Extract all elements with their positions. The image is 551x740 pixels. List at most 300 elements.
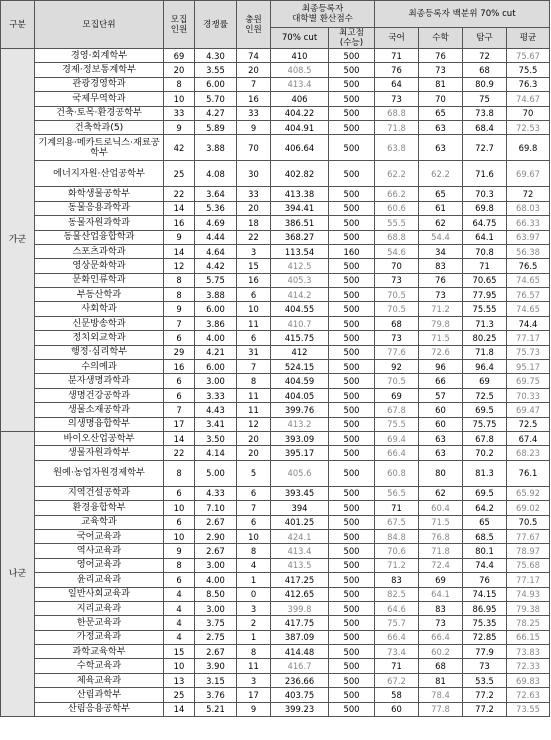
additional-cell: 9: [237, 702, 271, 716]
quota-cell: 16: [164, 216, 195, 230]
math-cell: 70: [419, 92, 463, 106]
cut70-cell: 406.64: [271, 135, 329, 161]
table-row: [1, 501, 550, 515]
dept-cell: 사회학과: [35, 302, 164, 316]
competition-cell: 4.14: [195, 446, 237, 460]
max-score-cell: 500: [329, 645, 375, 659]
quota-cell: 29: [164, 345, 195, 359]
math-cell: 73: [419, 63, 463, 77]
cut70-cell: 399.8: [271, 601, 329, 615]
quota-cell: 69: [164, 49, 195, 63]
max-score-cell: 500: [329, 544, 375, 558]
max-score-cell: 500: [329, 230, 375, 244]
quota-cell: 10: [164, 529, 195, 543]
dept-cell: 과학교육학부: [35, 645, 164, 659]
inquiry-cell: 64.1: [463, 230, 507, 244]
max-score-cell: 500: [329, 92, 375, 106]
quota-cell: 8: [164, 460, 195, 486]
table-row: [1, 316, 550, 330]
max-score-cell: 500: [329, 403, 375, 417]
korean-cell: 69: [375, 388, 419, 402]
quota-cell: 15: [164, 645, 195, 659]
korean-cell: 69.4: [375, 431, 419, 445]
dept-cell: 한문교육과: [35, 616, 164, 630]
average-cell: 69.67: [507, 161, 550, 187]
cut70-cell: 386.51: [271, 216, 329, 230]
cut70-cell: 395.17: [271, 446, 329, 460]
math-cell: 68: [419, 659, 463, 673]
average-cell: 69.47: [507, 403, 550, 417]
cut70-cell: 424.1: [271, 529, 329, 543]
table-row: [1, 417, 550, 431]
average-cell: 77.17: [507, 573, 550, 587]
cut70-cell: 416.7: [271, 659, 329, 673]
math-cell: 83: [419, 601, 463, 615]
korean-cell: 82.5: [375, 587, 419, 601]
average-cell: 74.93: [507, 587, 550, 601]
cut70-cell: 524.15: [271, 360, 329, 374]
dept-cell: 바이오산업공학부: [35, 431, 164, 445]
cut70-cell: 415.75: [271, 331, 329, 345]
table-row: [1, 688, 550, 702]
max-score-cell: 500: [329, 106, 375, 120]
average-cell: 63.97: [507, 230, 550, 244]
dept-cell: 기계의용·메카트로닉스·재료공학부: [35, 135, 164, 161]
header-korean: 국어: [375, 28, 419, 49]
dept-cell: 스포츠과학과: [35, 244, 164, 258]
cut70-cell: 404.55: [271, 302, 329, 316]
cut70-cell: 413.4: [271, 77, 329, 91]
max-score-cell: 500: [329, 558, 375, 572]
math-cell: 71.8: [419, 544, 463, 558]
additional-cell: 30: [237, 161, 271, 187]
average-cell: 76.5: [507, 259, 550, 273]
average-cell: 95.17: [507, 360, 550, 374]
math-cell: 63: [419, 446, 463, 460]
competition-cell: 4.21: [195, 345, 237, 359]
math-cell: 62: [419, 486, 463, 500]
math-cell: 96: [419, 360, 463, 374]
inquiry-cell: 76: [463, 573, 507, 587]
inquiry-cell: 77.2: [463, 702, 507, 716]
inquiry-cell: 81.3: [463, 460, 507, 486]
competition-cell: 3.88: [195, 135, 237, 161]
additional-cell: 5: [237, 460, 271, 486]
group-label: 나군: [1, 431, 35, 716]
korean-cell: 54.6: [375, 244, 419, 258]
math-cell: 71.5: [419, 515, 463, 529]
average-cell: 77.67: [507, 529, 550, 543]
competition-cell: 4.08: [195, 161, 237, 187]
average-cell: 69.75: [507, 374, 550, 388]
dept-cell: 동물응용과학과: [35, 201, 164, 215]
competition-cell: 2.90: [195, 529, 237, 543]
cut70-cell: 404.91: [271, 120, 329, 134]
math-cell: 64.1: [419, 587, 463, 601]
korean-cell: 73.4: [375, 645, 419, 659]
max-score-cell: 500: [329, 360, 375, 374]
quota-cell: 4: [164, 587, 195, 601]
additional-cell: 17: [237, 688, 271, 702]
quota-cell: 9: [164, 230, 195, 244]
inquiry-cell: 77.9: [463, 645, 507, 659]
math-cell: 54.4: [419, 230, 463, 244]
korean-cell: 73: [375, 92, 419, 106]
korean-cell: 73: [375, 331, 419, 345]
math-cell: 65: [419, 106, 463, 120]
dept-cell: 수의예과: [35, 360, 164, 374]
korean-cell: 68: [375, 316, 419, 330]
korean-cell: 70.5: [375, 302, 419, 316]
inquiry-cell: 72: [463, 49, 507, 63]
korean-cell: 75.5: [375, 417, 419, 431]
header-quota: 모집 인원: [164, 1, 195, 49]
dept-cell: 에너지자원·산업공학부: [35, 161, 164, 187]
average-cell: 68.23: [507, 446, 550, 460]
header-inquiry: 탐구: [463, 28, 507, 49]
table-row: [1, 460, 550, 486]
dept-cell: 관광경영학과: [35, 77, 164, 91]
quota-cell: 9: [164, 302, 195, 316]
math-cell: 60: [419, 417, 463, 431]
table-row: [1, 230, 550, 244]
table-row: [1, 216, 550, 230]
dept-cell: 일반사회교육과: [35, 587, 164, 601]
competition-cell: 6.00: [195, 77, 237, 91]
cut70-cell: 387.09: [271, 630, 329, 644]
korean-cell: 71.8: [375, 120, 419, 134]
inquiry-cell: 96.4: [463, 360, 507, 374]
table-row: [1, 702, 550, 716]
additional-cell: 4: [237, 558, 271, 572]
dept-cell: 국어교육과: [35, 529, 164, 543]
dept-cell: 수학교육과: [35, 659, 164, 673]
dept-cell: 영어교육과: [35, 558, 164, 572]
korean-cell: 62.2: [375, 161, 419, 187]
additional-cell: 20: [237, 446, 271, 460]
korean-cell: 71: [375, 501, 419, 515]
additional-cell: 22: [237, 230, 271, 244]
quota-cell: 14: [164, 702, 195, 716]
competition-cell: 3.15: [195, 673, 237, 687]
dept-cell: 신문방송학과: [35, 316, 164, 330]
table-row: [1, 374, 550, 388]
max-score-cell: 500: [329, 331, 375, 345]
quota-cell: 7: [164, 316, 195, 330]
additional-cell: 16: [237, 273, 271, 287]
quota-cell: 6: [164, 374, 195, 388]
table-row: [1, 645, 550, 659]
table-row: [1, 544, 550, 558]
cut70-cell: 368.27: [271, 230, 329, 244]
quota-cell: 13: [164, 673, 195, 687]
max-score-cell: 500: [329, 659, 375, 673]
competition-cell: 4.00: [195, 331, 237, 345]
math-cell: 72.4: [419, 558, 463, 572]
average-cell: 75.67: [507, 49, 550, 63]
table-body: [1, 49, 550, 717]
competition-cell: 5.70: [195, 92, 237, 106]
max-score-cell: 500: [329, 63, 375, 77]
additional-cell: 6: [237, 331, 271, 345]
korean-cell: 64.6: [375, 601, 419, 615]
competition-cell: 3.75: [195, 616, 237, 630]
competition-cell: 3.64: [195, 187, 237, 201]
inquiry-cell: 68.4: [463, 120, 507, 134]
competition-cell: 5.21: [195, 702, 237, 716]
inquiry-cell: 69.5: [463, 486, 507, 500]
quota-cell: 10: [164, 659, 195, 673]
table-row: [1, 573, 550, 587]
dept-cell: 화학생물공학부: [35, 187, 164, 201]
korean-cell: 58: [375, 688, 419, 702]
dept-cell: 체육교육과: [35, 673, 164, 687]
competition-cell: 3.90: [195, 659, 237, 673]
max-score-cell: 500: [329, 431, 375, 445]
table-row: [1, 49, 550, 63]
average-cell: 74.4: [507, 316, 550, 330]
dept-cell: 행정·심리학부: [35, 345, 164, 359]
korean-cell: 56.5: [375, 486, 419, 500]
inquiry-cell: 70.65: [463, 273, 507, 287]
additional-cell: 2: [237, 616, 271, 630]
table-row: [1, 77, 550, 91]
table-row: [1, 201, 550, 215]
korean-cell: 71.2: [375, 558, 419, 572]
quota-cell: 4: [164, 616, 195, 630]
dept-cell: 산림과학부: [35, 688, 164, 702]
additional-cell: 6: [237, 288, 271, 302]
competition-cell: 3.50: [195, 431, 237, 445]
additional-cell: 7: [237, 501, 271, 515]
max-score-cell: 500: [329, 374, 375, 388]
additional-cell: 0: [237, 587, 271, 601]
competition-cell: 4.69: [195, 216, 237, 230]
math-cell: 71.2: [419, 302, 463, 316]
inquiry-cell: 72.5: [463, 388, 507, 402]
max-score-cell: 500: [329, 135, 375, 161]
quota-cell: 7: [164, 403, 195, 417]
korean-cell: 66.2: [375, 187, 419, 201]
max-score-cell: 500: [329, 486, 375, 500]
max-score-cell: 500: [329, 216, 375, 230]
inquiry-cell: 77.95: [463, 288, 507, 302]
korean-cell: 70.5: [375, 374, 419, 388]
table-row: [1, 92, 550, 106]
inquiry-cell: 64.2: [463, 501, 507, 515]
dept-cell: 분자생명과학과: [35, 374, 164, 388]
dept-cell: 건축·토목·환경공학부: [35, 106, 164, 120]
additional-cell: 70: [237, 135, 271, 161]
korean-cell: 60.8: [375, 460, 419, 486]
average-cell: 72.5: [507, 417, 550, 431]
dept-cell: 생명건강공학과: [35, 388, 164, 402]
table-row: [1, 673, 550, 687]
additional-cell: 8: [237, 645, 271, 659]
max-score-cell: 500: [329, 616, 375, 630]
additional-cell: 74: [237, 49, 271, 63]
math-cell: 76: [419, 273, 463, 287]
dept-cell: 지역건설공학과: [35, 486, 164, 500]
table-row: [1, 187, 550, 201]
max-score-cell: 500: [329, 273, 375, 287]
cut70-cell: 393.45: [271, 486, 329, 500]
competition-cell: 3.00: [195, 601, 237, 615]
inquiry-cell: 75.55: [463, 302, 507, 316]
max-score-cell: 500: [329, 302, 375, 316]
header-group: 구분: [1, 1, 35, 49]
max-score-cell: 500: [329, 673, 375, 687]
quota-cell: 6: [164, 573, 195, 587]
max-score-cell: 500: [329, 417, 375, 431]
korean-cell: 70: [375, 259, 419, 273]
korean-cell: 66.4: [375, 630, 419, 644]
additional-cell: 8: [237, 544, 271, 558]
cut70-cell: 236.66: [271, 673, 329, 687]
dept-cell: 경영·회계학부: [35, 49, 164, 63]
math-cell: 63: [419, 120, 463, 134]
inquiry-cell: 70.2: [463, 446, 507, 460]
max-score-cell: 500: [329, 501, 375, 515]
average-cell: 56.38: [507, 244, 550, 258]
inquiry-cell: 68: [463, 63, 507, 77]
max-score-cell: 500: [329, 446, 375, 460]
table-row: [1, 587, 550, 601]
average-cell: 74.67: [507, 92, 550, 106]
competition-cell: 2.67: [195, 645, 237, 659]
cut70-cell: 414.2: [271, 288, 329, 302]
inquiry-cell: 75: [463, 92, 507, 106]
competition-cell: 3.41: [195, 417, 237, 431]
quota-cell: 8: [164, 288, 195, 302]
math-cell: 78.4: [419, 688, 463, 702]
header-average: 평균: [507, 28, 550, 49]
quota-cell: 6: [164, 388, 195, 402]
math-cell: 76: [419, 49, 463, 63]
competition-cell: 3.33: [195, 388, 237, 402]
cut70-cell: 412: [271, 345, 329, 359]
additional-cell: 12: [237, 417, 271, 431]
dept-cell: 국제무역학과: [35, 92, 164, 106]
header-percentile-group: 최종등록자 백분위 70% cut: [375, 1, 550, 28]
table-row: [1, 431, 550, 445]
max-score-cell: 500: [329, 161, 375, 187]
additional-cell: 18: [237, 216, 271, 230]
max-score-cell: 500: [329, 259, 375, 273]
quota-cell: 6: [164, 331, 195, 345]
cut70-cell: 414.48: [271, 645, 329, 659]
cut70-cell: 413.4: [271, 544, 329, 558]
max-score-cell: 500: [329, 515, 375, 529]
table-row: [1, 403, 550, 417]
average-cell: 75.68: [507, 558, 550, 572]
competition-cell: 4.27: [195, 106, 237, 120]
inquiry-cell: 75.35: [463, 616, 507, 630]
table-row: [1, 601, 550, 615]
quota-cell: 20: [164, 63, 195, 77]
quota-cell: 6: [164, 515, 195, 529]
math-cell: 62.2: [419, 161, 463, 187]
max-score-cell: 500: [329, 688, 375, 702]
korean-cell: 67.2: [375, 673, 419, 687]
quota-cell: 9: [164, 544, 195, 558]
table-row: [1, 630, 550, 644]
average-cell: 70: [507, 106, 550, 120]
cut70-cell: 412.5: [271, 259, 329, 273]
inquiry-cell: 73.8: [463, 106, 507, 120]
math-cell: 81: [419, 673, 463, 687]
inquiry-cell: 69: [463, 374, 507, 388]
average-cell: 79.38: [507, 601, 550, 615]
cut70-cell: 417.75: [271, 616, 329, 630]
quota-cell: 9: [164, 120, 195, 134]
average-cell: 68.03: [507, 201, 550, 215]
table-row: [1, 302, 550, 316]
quota-cell: 25: [164, 161, 195, 187]
competition-cell: 3.76: [195, 688, 237, 702]
inquiry-cell: 64.75: [463, 216, 507, 230]
average-cell: 67.4: [507, 431, 550, 445]
korean-cell: 60.6: [375, 201, 419, 215]
competition-cell: 3.86: [195, 316, 237, 330]
korean-cell: 75.7: [375, 616, 419, 630]
cut70-cell: 404.22: [271, 106, 329, 120]
math-cell: 63: [419, 431, 463, 445]
korean-cell: 67.5: [375, 515, 419, 529]
competition-cell: 3.55: [195, 63, 237, 77]
dept-cell: 동물자원과학과: [35, 216, 164, 230]
dept-cell: 산림응용공학부: [35, 702, 164, 716]
dept-cell: 의생명융합학부: [35, 417, 164, 431]
competition-cell: 2.67: [195, 515, 237, 529]
quota-cell: 8: [164, 77, 195, 91]
cut70-cell: 404.59: [271, 374, 329, 388]
quota-cell: 42: [164, 135, 195, 161]
competition-cell: 3.00: [195, 558, 237, 572]
math-cell: 62: [419, 216, 463, 230]
inquiry-cell: 71: [463, 259, 507, 273]
additional-cell: 6: [237, 486, 271, 500]
competition-cell: 5.75: [195, 273, 237, 287]
table-row: [1, 161, 550, 187]
korean-cell: 84.8: [375, 529, 419, 543]
additional-cell: 1: [237, 573, 271, 587]
quota-cell: 12: [164, 259, 195, 273]
math-cell: 79.8: [419, 316, 463, 330]
korean-cell: 66.4: [375, 446, 419, 460]
cut70-cell: 405.6: [271, 460, 329, 486]
math-cell: 60.2: [419, 645, 463, 659]
additional-cell: 33: [237, 187, 271, 201]
average-cell: 72: [507, 187, 550, 201]
dept-cell: 환경융합학부: [35, 501, 164, 515]
competition-cell: 5.00: [195, 460, 237, 486]
inquiry-cell: 69.8: [463, 201, 507, 215]
dept-cell: 부동산학과: [35, 288, 164, 302]
additional-cell: 33: [237, 106, 271, 120]
additional-cell: 6: [237, 515, 271, 529]
average-cell: 76.1: [507, 460, 550, 486]
additional-cell: 3: [237, 601, 271, 615]
competition-cell: 7.10: [195, 501, 237, 515]
quota-cell: 22: [164, 187, 195, 201]
max-score-cell: 500: [329, 573, 375, 587]
dept-cell: 생물자원과학부: [35, 446, 164, 460]
inquiry-cell: 71.3: [463, 316, 507, 330]
average-cell: 72.33: [507, 659, 550, 673]
quota-cell: 33: [164, 106, 195, 120]
competition-cell: 2.75: [195, 630, 237, 644]
